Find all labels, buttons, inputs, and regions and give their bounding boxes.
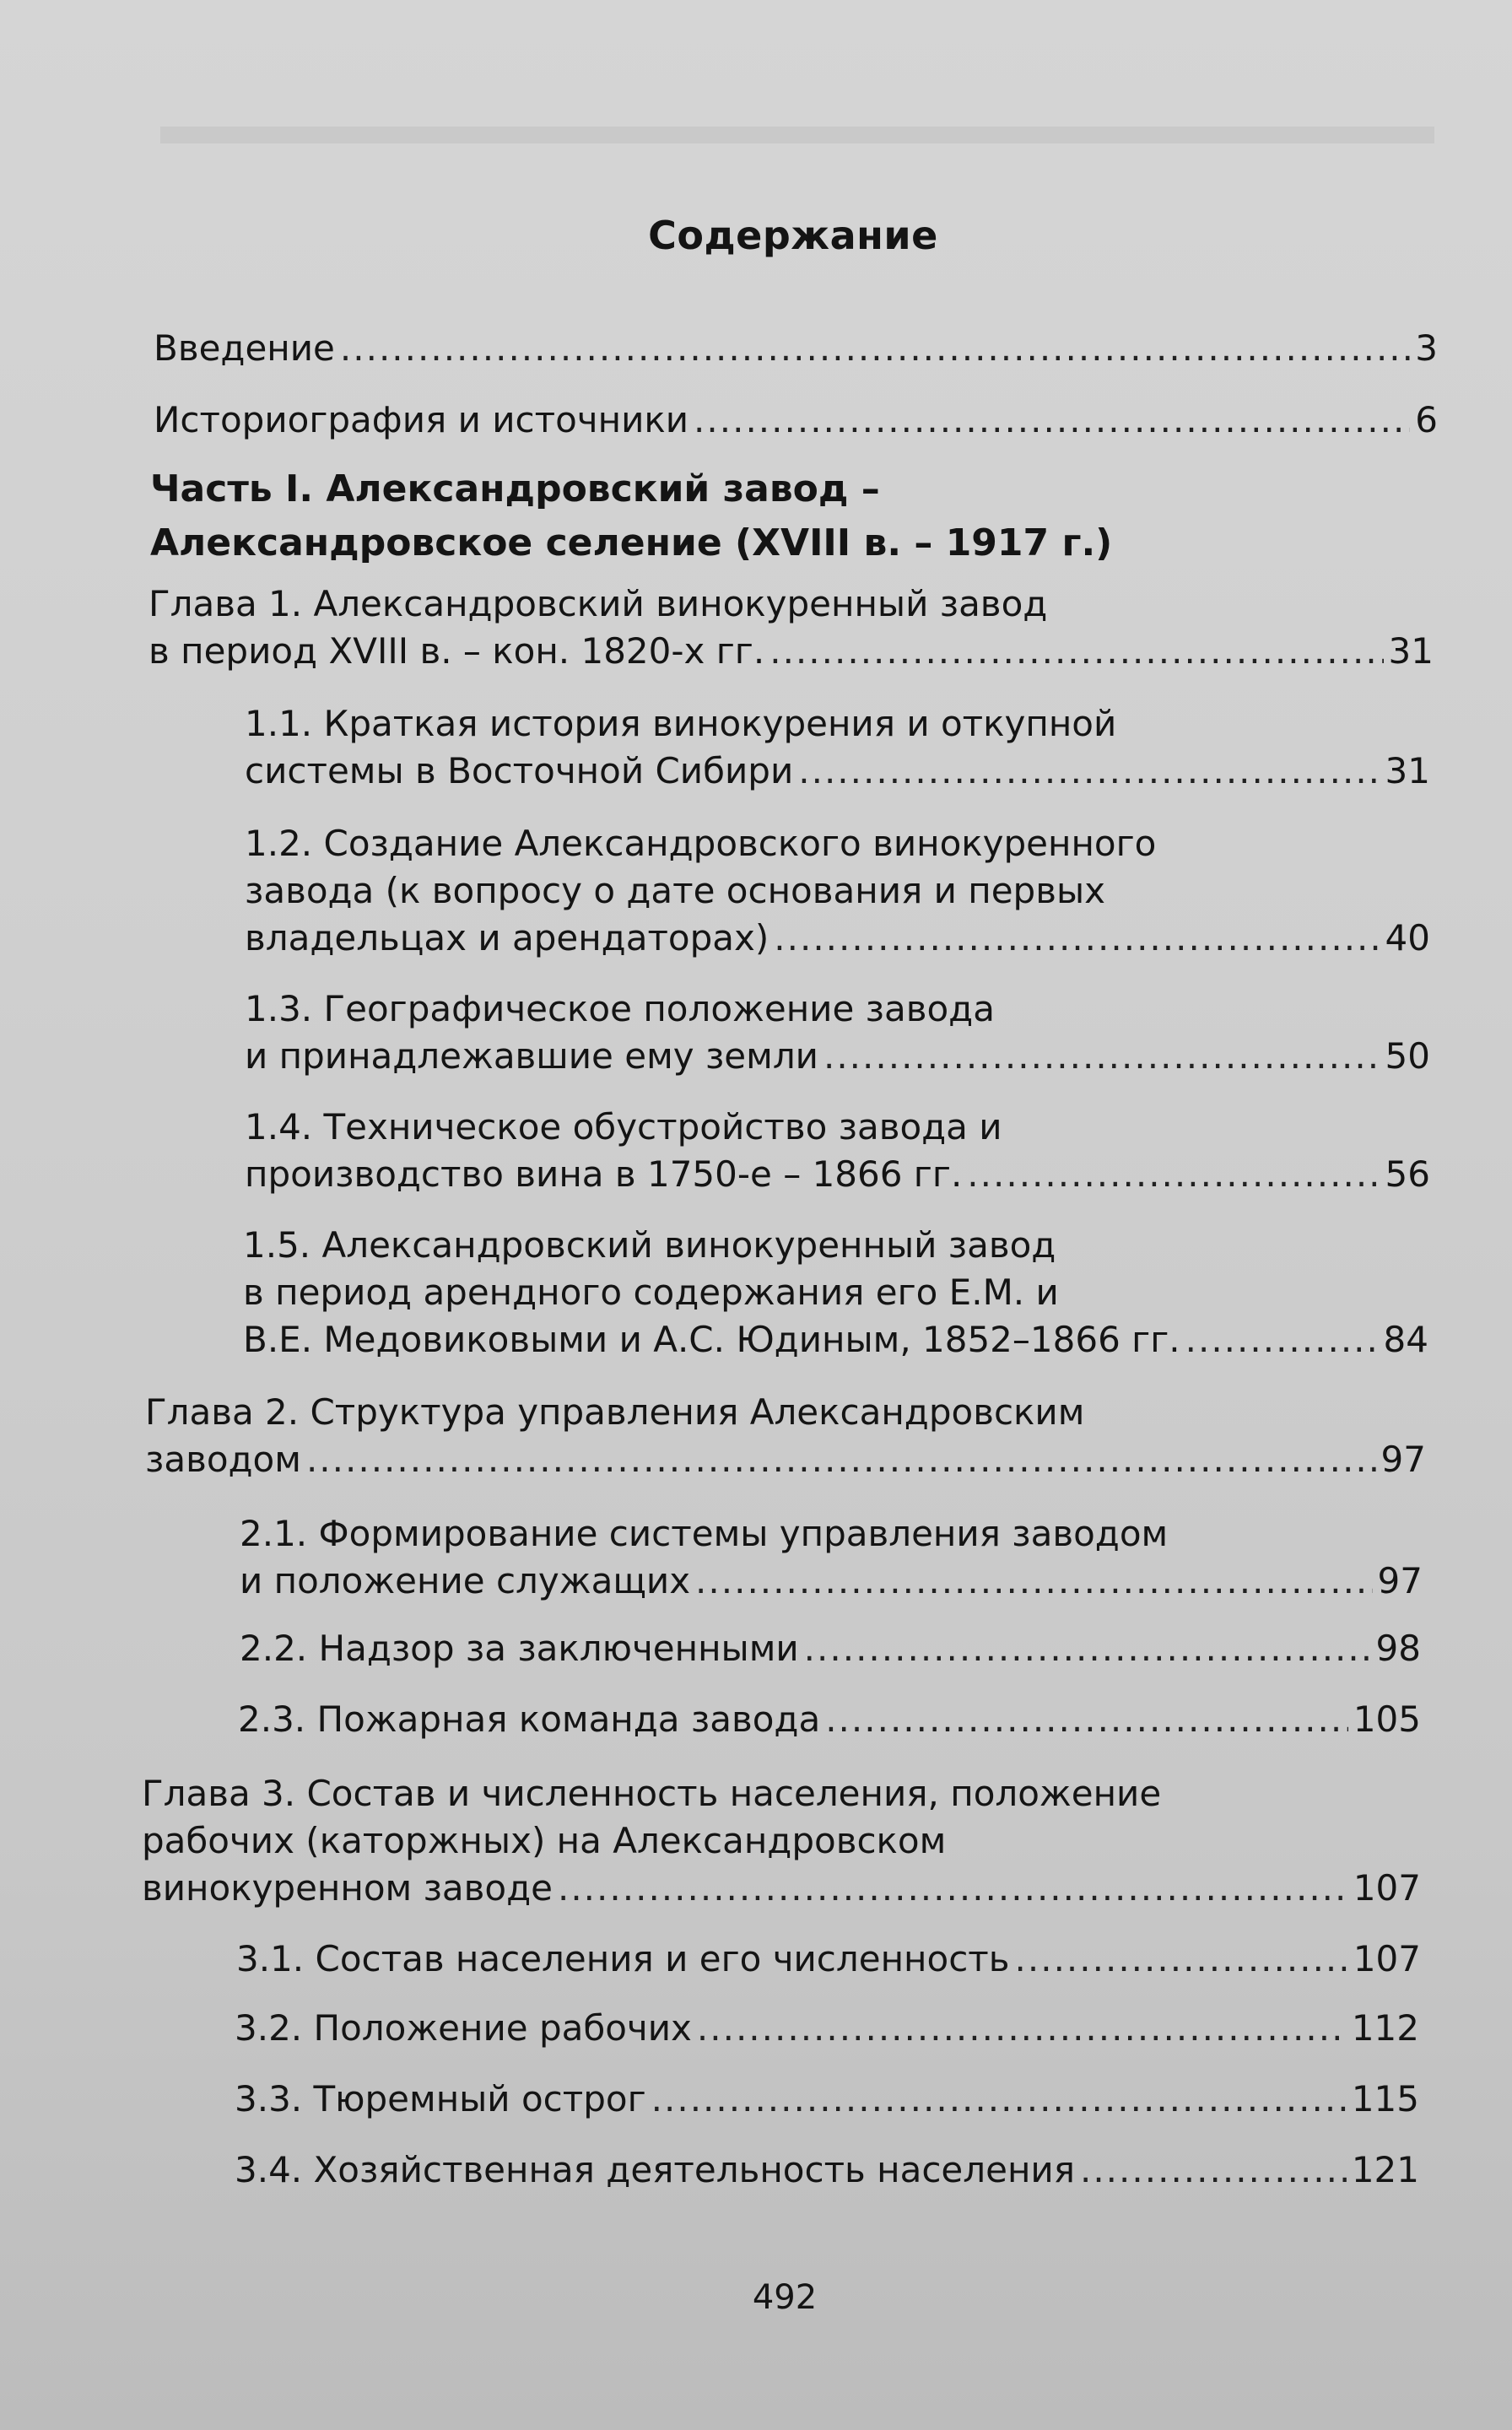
dot-leader bbox=[558, 1865, 1348, 1912]
toc-page-number: 3 bbox=[1415, 327, 1438, 369]
toc-entry-label: 3.2. Положение рабочих bbox=[235, 2007, 692, 2049]
toc-entry-label: и принадлежавшие ему земли bbox=[245, 1035, 818, 1077]
dot-leader bbox=[695, 1558, 1373, 1605]
part-heading bbox=[150, 462, 1112, 570]
toc-page-number: 98 bbox=[1375, 1628, 1421, 1669]
toc-entry-label: завода (к вопросу о дате основания и первых bbox=[245, 870, 1105, 911]
toc-entry-section-1-4[interactable] bbox=[245, 1104, 1430, 1198]
dot-leader bbox=[340, 325, 1410, 372]
dot-leader bbox=[306, 1436, 1376, 1483]
part-heading-line: Часть I. Александровский завод – bbox=[150, 467, 880, 510]
dot-leader bbox=[824, 1033, 1380, 1080]
dot-leader bbox=[697, 2005, 1347, 2052]
toc-entry-section-3-2[interactable] bbox=[235, 2005, 1419, 2052]
toc-page-number: 107 bbox=[1353, 1867, 1421, 1909]
toc-entry-label: Глава 2. Структура управления Александровским bbox=[145, 1391, 1085, 1433]
toc-page-number: 31 bbox=[1385, 750, 1430, 791]
dot-leader bbox=[1015, 1936, 1348, 1983]
toc-entry-label: в период XVIII в. – кон. 1820-х гг. bbox=[148, 630, 765, 672]
dot-leader bbox=[967, 1151, 1380, 1198]
toc-entry-chapter-3[interactable] bbox=[142, 1770, 1421, 1912]
toc-page-number: 84 bbox=[1383, 1319, 1428, 1360]
toc-entry-section-3-1[interactable] bbox=[236, 1936, 1421, 1983]
toc-entry-label: в период арендного содержания его Е.М. и bbox=[243, 1272, 1059, 1313]
toc-entry-introduction[interactable] bbox=[154, 325, 1438, 372]
toc-entry-section-3-4[interactable] bbox=[235, 2146, 1419, 2194]
toc-page-number: 115 bbox=[1351, 2078, 1419, 2120]
toc-entry-label: 3.4. Хозяйственная деятельность населения bbox=[235, 2149, 1075, 2190]
toc-entry-label: 2.1. Формирование системы управления заводом bbox=[240, 1513, 1169, 1554]
toc-entry-chapter-1[interactable] bbox=[148, 580, 1434, 675]
toc-page-number: 50 bbox=[1385, 1035, 1430, 1077]
toc-entry-label: 1.4. Техническое обустройство завода и bbox=[245, 1106, 1002, 1148]
toc-page-number: 6 bbox=[1415, 399, 1438, 440]
part-heading-line: Александровское селение (XVIII в. – 1917 г.) bbox=[150, 521, 1113, 564]
toc-entry-section-2-1[interactable] bbox=[240, 1510, 1423, 1605]
toc-page-number: 40 bbox=[1385, 917, 1430, 958]
dot-leader bbox=[651, 2076, 1347, 2123]
dot-leader bbox=[770, 628, 1383, 675]
toc-title: Содержание bbox=[648, 213, 938, 258]
toc-entry-label: 1.1. Краткая история винокурения и откупной bbox=[245, 703, 1117, 744]
toc-entry-historiography[interactable] bbox=[154, 397, 1438, 444]
dot-leader bbox=[825, 1696, 1348, 1743]
toc-entry-section-1-1[interactable] bbox=[245, 700, 1430, 795]
toc-entry-label: рабочих (каторжных) на Александровском bbox=[142, 1820, 947, 1861]
toc-entry-chapter-2[interactable] bbox=[145, 1389, 1426, 1483]
toc-page-number: 105 bbox=[1353, 1698, 1421, 1740]
toc-entry-label: Историография и источники bbox=[154, 399, 689, 440]
toc-page-number: 56 bbox=[1385, 1153, 1430, 1195]
toc-entry-label: владельцах и арендаторах) bbox=[245, 917, 770, 958]
toc-entry-label: системы в Восточной Сибири bbox=[245, 750, 794, 791]
toc-entry-label: 2.3. Пожарная команда завода bbox=[238, 1698, 821, 1740]
dot-leader bbox=[1080, 2146, 1347, 2194]
toc-entry-section-1-2[interactable] bbox=[245, 820, 1430, 962]
toc-entry-section-2-3[interactable] bbox=[238, 1696, 1421, 1743]
toc-entry-label: винокуренном заводе bbox=[142, 1867, 553, 1909]
dot-leader bbox=[694, 397, 1410, 444]
toc-entry-label: 2.2. Надзор за заключенными bbox=[240, 1628, 799, 1669]
toc-entry-label: 3.3. Тюремный острог bbox=[235, 2078, 646, 2120]
dot-leader bbox=[774, 915, 1380, 962]
toc-page-number: 31 bbox=[1388, 630, 1434, 672]
toc-page-number: 97 bbox=[1377, 1560, 1423, 1601]
toc-entry-label: 1.2. Создание Александровского винокуренного bbox=[245, 823, 1157, 864]
toc-entry-label: Глава 3. Состав и численность населения, положение bbox=[142, 1773, 1162, 1814]
toc-entry-label: Глава 1. Александровский винокуренный завод bbox=[148, 583, 1048, 624]
toc-entry-label: и положение служащих bbox=[240, 1560, 691, 1601]
toc-entry-label: В.Е. Медовиковыми и А.С. Юдиным, 1852–1866 гг. bbox=[243, 1319, 1180, 1360]
toc-entry-label: Введение bbox=[154, 327, 335, 369]
toc-entry-section-2-2[interactable] bbox=[240, 1625, 1421, 1672]
toc-entry-label: 3.1. Состав населения и его численность bbox=[236, 1938, 1010, 1979]
page-number: 492 bbox=[752, 2278, 818, 2317]
toc-entry-section-1-3[interactable] bbox=[245, 986, 1430, 1080]
toc-entry-label: 1.3. Географическое положение завода bbox=[245, 988, 995, 1029]
toc-page-number: 97 bbox=[1380, 1439, 1426, 1480]
toc-entry-label: 1.5. Александровский винокуренный завод bbox=[243, 1224, 1056, 1266]
toc-page-number: 107 bbox=[1353, 1938, 1421, 1979]
toc-entry-label: производство вина в 1750-е – 1866 гг. bbox=[245, 1153, 963, 1195]
dot-leader bbox=[798, 748, 1380, 795]
bleed-through-text bbox=[160, 127, 1434, 143]
dot-leader bbox=[804, 1625, 1371, 1672]
toc-page-number: 112 bbox=[1351, 2007, 1419, 2049]
toc-entry-section-1-5[interactable] bbox=[243, 1222, 1428, 1364]
dot-leader bbox=[1185, 1316, 1379, 1364]
toc-entry-section-3-3[interactable] bbox=[235, 2076, 1419, 2123]
toc-page-number: 121 bbox=[1351, 2149, 1419, 2190]
toc-entry-label: заводом bbox=[145, 1439, 301, 1480]
